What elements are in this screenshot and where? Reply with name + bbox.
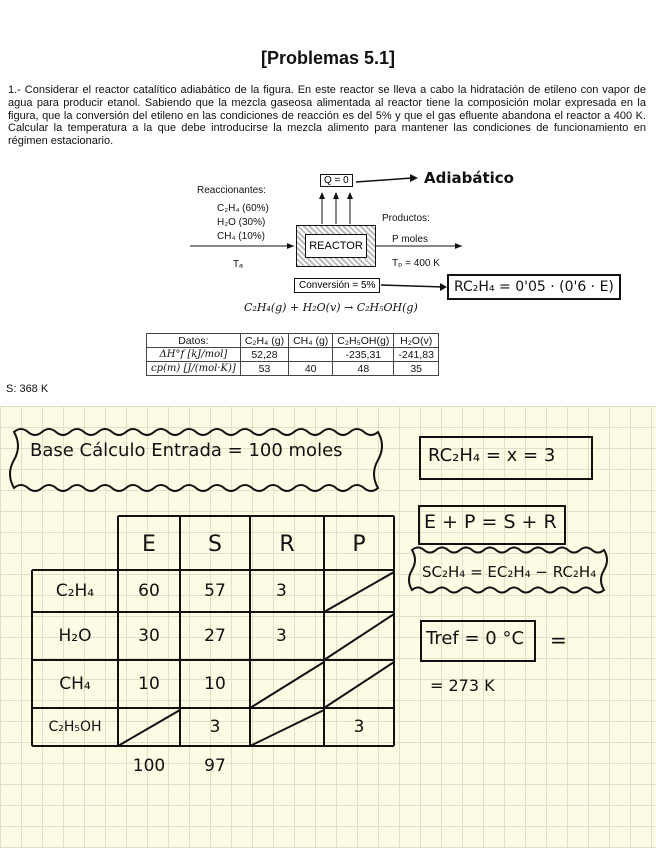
cell-ch4-e: 10 [138, 674, 160, 694]
solution-label: S: 368 K [6, 383, 49, 395]
data-cell: -241,83 [394, 348, 439, 362]
tref-equals: = [550, 628, 567, 652]
ta-label: Tₐ [233, 259, 243, 270]
q-zero-box: Q = 0 [320, 174, 353, 187]
data-cell: 48 [333, 362, 394, 376]
reaction-equation: C₂H₄(g) + H₂O(v) → C₂H₅OH(g) [244, 301, 418, 314]
products-moles: P moles [392, 234, 428, 245]
cell-h2o-e: 30 [138, 626, 160, 646]
data-row-label: cp(m) [J/(mol·K)] [147, 362, 241, 376]
data-cell: 52,28 [240, 348, 288, 362]
data-row-label: ΔH°f [kJ/mol] [147, 348, 241, 362]
col-header-e: E [142, 531, 156, 557]
cell-c2h4-s: 57 [204, 581, 226, 601]
total-s: 97 [204, 756, 226, 776]
data-header-cell: Datos: [147, 334, 241, 348]
row-label-ch4: CH₄ [59, 674, 91, 694]
row-label-h2o: H₂O [58, 626, 92, 646]
data-cell: 35 [394, 362, 439, 376]
data-header-cell: C₂H₄ (g) [240, 334, 288, 348]
data-header-cell: H₂O(v) [394, 334, 439, 348]
page-title: [Problemas 5.1] [260, 48, 396, 68]
products-label: Productos: [382, 213, 430, 224]
col-header-r: R [279, 531, 295, 557]
total-e: 100 [132, 756, 166, 776]
row-label-c2h4: C₂H₄ [55, 581, 95, 601]
row-label-c2h5oh: C₂H₅OH [48, 719, 102, 735]
cell-ch4-s: 10 [204, 674, 226, 694]
balance-note: E + P = S + R [424, 511, 557, 533]
cell-c2h5oh-p: 3 [353, 717, 365, 737]
data-cell: 40 [289, 362, 333, 376]
cell-c2h4-e: 60 [138, 581, 160, 601]
col-header-p: P [352, 531, 366, 557]
cell-c2h5oh-s: 3 [209, 717, 221, 737]
problem-statement: 1.- Considerar el reactor catalítico adiabático de la figura. En este reactor se lleva a cabo la hidratación de etileno con vapor de agua para producir etanol. Sabiendo que la mezcla gaseosa alimentada al reactor tiene la composición molar expresada en la figura, que la conversión del etileno en las condiciones de reacción es del 5% y que el gas efluente abandona el reactor a 400 K. Calcular la temperatura a la que debe introducirse la mezcla alimento para mantener las condiciones de funcionamiento en régimen estacionario. [8, 84, 646, 148]
cell-h2o-r: 3 [276, 626, 287, 646]
data-header-cell: C₂H₅OH(g) [333, 334, 394, 348]
rate-note: RC₂H₄ = 0'05 · (0'6 · E) [447, 274, 621, 300]
data-cell: -235,31 [333, 348, 394, 362]
cell-h2o-s: 27 [204, 626, 226, 646]
col-header-s: S [208, 531, 222, 557]
adiabatic-note: Adiabático [424, 169, 514, 187]
reactor-label: REACTOR [305, 234, 367, 258]
conversion-box: Conversión = 5% [294, 278, 380, 293]
outlet-equation-note: SC₂H₄ = EC₂H₄ − RC₂H₄ [422, 563, 597, 581]
reactant-c2h4: C₂H₄ (60%) [217, 203, 269, 214]
cell-c2h4-r: 3 [276, 581, 287, 601]
rate-value-note: RC₂H₄ = x = 3 [428, 445, 556, 466]
reactants-label: Reaccionantes: [197, 185, 266, 196]
tp-label: Tₚ = 400 K [392, 258, 440, 269]
reactant-ch4: CH₄ (10%) [217, 231, 265, 242]
kelvin-note: = 273 K [430, 676, 495, 695]
base-calc-note: Base Cálculo Entrada = 100 moles [30, 440, 343, 461]
reactant-h2o: H₂O (30%) [217, 217, 266, 228]
tref-note: Tref = 0 °C [426, 628, 525, 649]
data-header-cell: CH₄ (g) [289, 334, 333, 348]
data-cell: 53 [240, 362, 288, 376]
